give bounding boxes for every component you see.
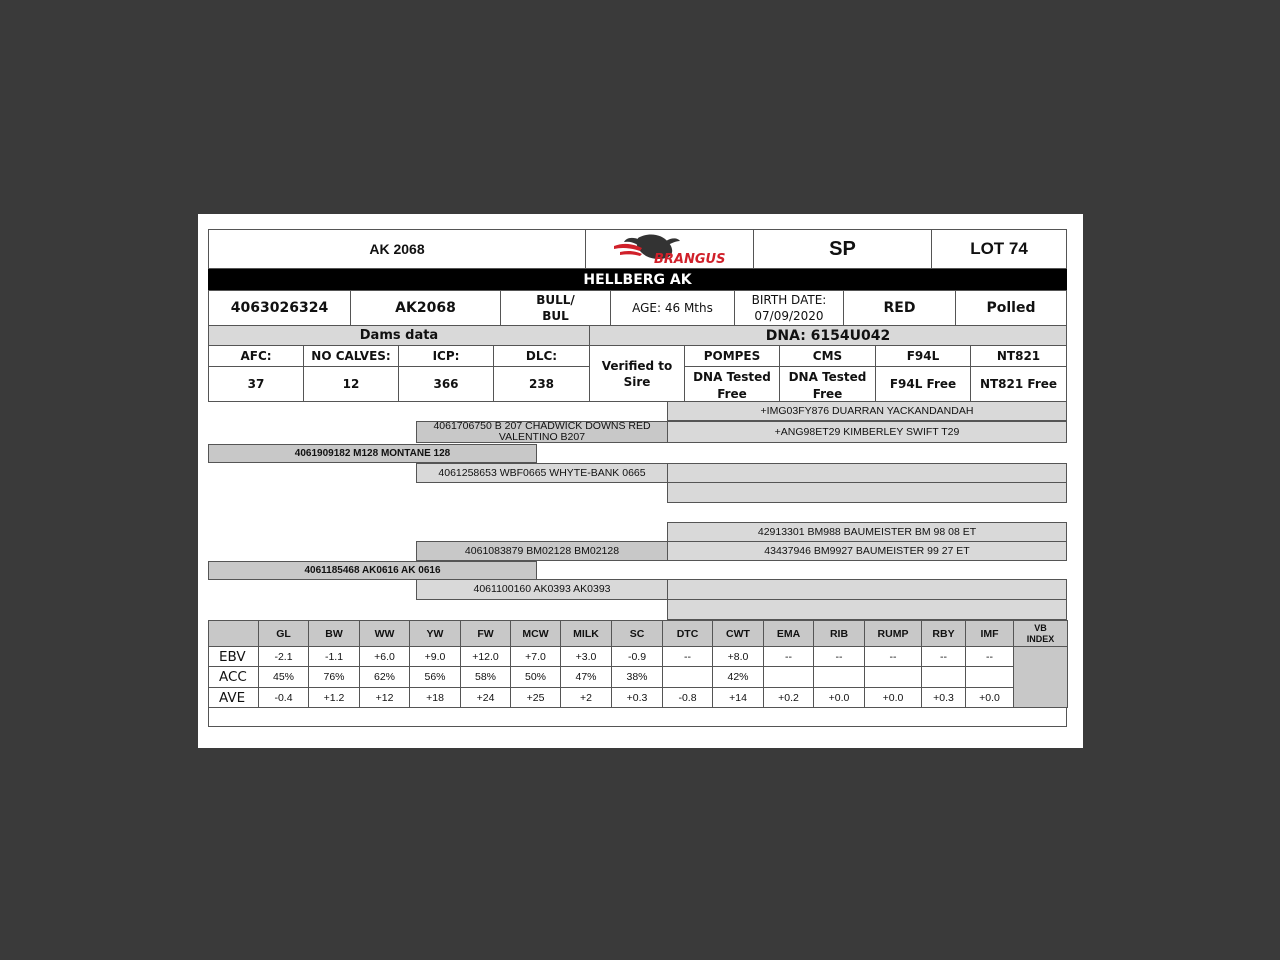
pedigree-sire-dam: 4061258653 WBF0665 WHYTE-BANK 0665 — [416, 463, 668, 483]
ebv-value-ebv-fw: +12.0 — [460, 646, 511, 667]
pedigree-sire-sire: 4061706750 B 207 CHADWICK DOWNS RED VALENTINO B207 — [416, 421, 668, 443]
no-calves-label: NO CALVES: — [303, 345, 399, 367]
ident-code: AK2068 — [350, 290, 501, 326]
ebv-value-ebv-milk: +3.0 — [560, 646, 612, 667]
pedigree-sire: 4061909182 M128 MONTANE 128 — [208, 444, 537, 463]
pedigree-sire-dam-sire — [667, 463, 1067, 483]
ebv-column-header-yw: YW — [409, 620, 461, 647]
ebv-value-ebv-rby: -- — [921, 646, 966, 667]
cms-result: DNA Tested Free — [779, 366, 876, 402]
pompes-label: POMPES — [684, 345, 780, 367]
pedigree-sire-sire-dam: +ANG98ET29 KIMBERLEY SWIFT T29 — [667, 421, 1067, 443]
ebv-value-ave-mcw: +25 — [510, 687, 561, 708]
pedigree-dam: 4061185468 AK0616 AK 0616 — [208, 561, 537, 580]
ebv-value-ave-ema: +0.2 — [763, 687, 814, 708]
ebv-value-ave-yw: +18 — [409, 687, 461, 708]
registration-number: 4063026324 — [208, 290, 351, 326]
ebv-value-ave-bw: +1.2 — [308, 687, 360, 708]
ebv-column-header-rib: RIB — [813, 620, 865, 647]
ebv-value-acc-yw: 56% — [409, 666, 461, 688]
ebv-value-ebv-dtc: -- — [662, 646, 713, 667]
ebv-value-acc-gl: 45% — [258, 666, 309, 688]
pedigree-sire-sire-sire: +IMG03FY876 DUARRAN YACKANDANDAH — [667, 401, 1067, 421]
dna-heading: DNA: 6154U042 — [589, 325, 1067, 346]
ebv-value-ebv-yw: +9.0 — [409, 646, 461, 667]
ebv-value-acc-ww: 62% — [359, 666, 410, 688]
ebv-value-acc-sc: 38% — [611, 666, 663, 688]
birth-date-label: BIRTH DATE: — [751, 293, 827, 307]
ebv-column-header-gl: GL — [258, 620, 309, 647]
nt821-result: NT821 Free — [970, 366, 1067, 402]
verified-to-sire: Verified to Sire — [589, 345, 685, 402]
birth-date-block — [734, 290, 844, 326]
f94l-label: F94L — [875, 345, 971, 367]
svg-text:BRANGUS: BRANGUS — [653, 252, 725, 266]
ebv-column-header-mcw: MCW — [510, 620, 561, 647]
ebv-column-header-dtc: DTC — [662, 620, 713, 647]
ebv-row-label-ebv: EBV — [208, 646, 259, 667]
ebv-value-ebv-ema: -- — [763, 646, 814, 667]
animal-name: HELLBERG AK — [208, 269, 1067, 291]
ebv-value-acc-rib — [813, 666, 865, 688]
ebv-value-ave-ww: +12 — [359, 687, 410, 708]
ebv-column-header-fw: FW — [460, 620, 511, 647]
ebv-value-ave-milk: +2 — [560, 687, 612, 708]
ebv-value-ave-rump: +0.0 — [864, 687, 922, 708]
ebv-value-acc-rby — [921, 666, 966, 688]
color-label: RED — [843, 290, 956, 326]
ebv-value-ave-imf: +0.0 — [965, 687, 1014, 708]
ebv-column-header-rump: RUMP — [864, 620, 922, 647]
brangus-logo — [585, 229, 754, 269]
ebv-value-acc-milk: 47% — [560, 666, 612, 688]
f94l-result: F94L Free — [875, 366, 971, 402]
ebv-value-ave-fw: +24 — [460, 687, 511, 708]
ebv-column-header-bw: BW — [308, 620, 360, 647]
ebv-value-acc-fw: 58% — [460, 666, 511, 688]
ebv-value-ebv-mcw: +7.0 — [510, 646, 561, 667]
pedigree-dam-sire-sire: 42913301 BM988 BAUMEISTER BM 98 08 ET — [667, 522, 1067, 542]
ebv-value-ave-dtc: -0.8 — [662, 687, 713, 708]
ebv-value-ebv-bw: -1.1 — [308, 646, 360, 667]
ebv-value-ave-rby: +0.3 — [921, 687, 966, 708]
footer-row — [208, 707, 1067, 727]
ebv-value-ebv-rib: -- — [813, 646, 865, 667]
nt821-label: NT821 — [970, 345, 1067, 367]
ebv-value-acc-cwt: 42% — [712, 666, 764, 688]
sp-label: SP — [753, 229, 932, 269]
no-calves-value: 12 — [303, 366, 399, 402]
ebv-value-acc-ema — [763, 666, 814, 688]
ebv-value-acc-bw: 76% — [308, 666, 360, 688]
pompes-result: DNA Tested Free — [684, 366, 780, 402]
ebv-corner-cell — [208, 620, 259, 647]
afc-label: AFC: — [208, 345, 304, 367]
ebv-column-header-imf: IMF — [965, 620, 1014, 647]
pedigree-sire-dam-dam — [667, 482, 1067, 503]
ebv-value-ave-sc: +0.3 — [611, 687, 663, 708]
pedigree-dam-sire-dam: 43437946 BM9927 BAUMEISTER 99 27 ET — [667, 541, 1067, 561]
ebv-column-header-sc: SC — [611, 620, 663, 647]
vb-index-value-area — [1013, 646, 1068, 708]
pedigree-dam-dam: 4061100160 AK0393 AK0393 — [416, 579, 668, 600]
pedigree-dam-dam-dam — [667, 599, 1067, 620]
ebv-column-header-vb-index: VB INDEX — [1013, 620, 1068, 647]
ebv-value-ave-rib: +0.0 — [813, 687, 865, 708]
pedigree-dam-dam-sire — [667, 579, 1067, 600]
icp-label: ICP: — [398, 345, 494, 367]
ebv-column-header-rby: RBY — [921, 620, 966, 647]
icp-value: 366 — [398, 366, 494, 402]
ebv-value-acc-dtc — [662, 666, 713, 688]
ebv-value-ebv-rump: -- — [864, 646, 922, 667]
dlc-label: DLC: — [493, 345, 590, 367]
ebv-value-acc-imf — [965, 666, 1014, 688]
cms-label: CMS — [779, 345, 876, 367]
ebv-row-label-acc: ACC — [208, 666, 259, 688]
pedigree-dam-sire: 4061083879 BM02128 BM02128 — [416, 541, 668, 561]
animal-id-heading: AK 2068 — [208, 229, 586, 269]
ebv-row-label-ave: AVE — [208, 687, 259, 708]
dlc-value: 238 — [493, 366, 590, 402]
ebv-value-ebv-imf: -- — [965, 646, 1014, 667]
ebv-column-header-ema: EMA — [763, 620, 814, 647]
ebv-value-ebv-cwt: +8.0 — [712, 646, 764, 667]
dams-data-heading: Dams data — [208, 325, 590, 346]
brangus-logo-graphic — [610, 232, 730, 266]
ebv-value-ave-cwt: +14 — [712, 687, 764, 708]
birth-date-value: 07/09/2020 — [754, 309, 824, 323]
ebv-column-header-ww: WW — [359, 620, 410, 647]
lot-card — [198, 214, 1083, 748]
ebv-column-header-milk: MILK — [560, 620, 612, 647]
age-label: AGE: 46 Mths — [610, 290, 735, 326]
ebv-value-ebv-gl: -2.1 — [258, 646, 309, 667]
lot-number: LOT 74 — [931, 229, 1067, 269]
horn-status: Polled — [955, 290, 1067, 326]
ebv-value-acc-mcw: 50% — [510, 666, 561, 688]
ebv-value-ave-gl: -0.4 — [258, 687, 309, 708]
ebv-column-header-cwt: CWT — [712, 620, 764, 647]
ebv-value-ebv-sc: -0.9 — [611, 646, 663, 667]
ebv-value-acc-rump — [864, 666, 922, 688]
afc-value: 37 — [208, 366, 304, 402]
sex-label: BULL/ BUL — [500, 290, 611, 326]
ebv-value-ebv-ww: +6.0 — [359, 646, 410, 667]
